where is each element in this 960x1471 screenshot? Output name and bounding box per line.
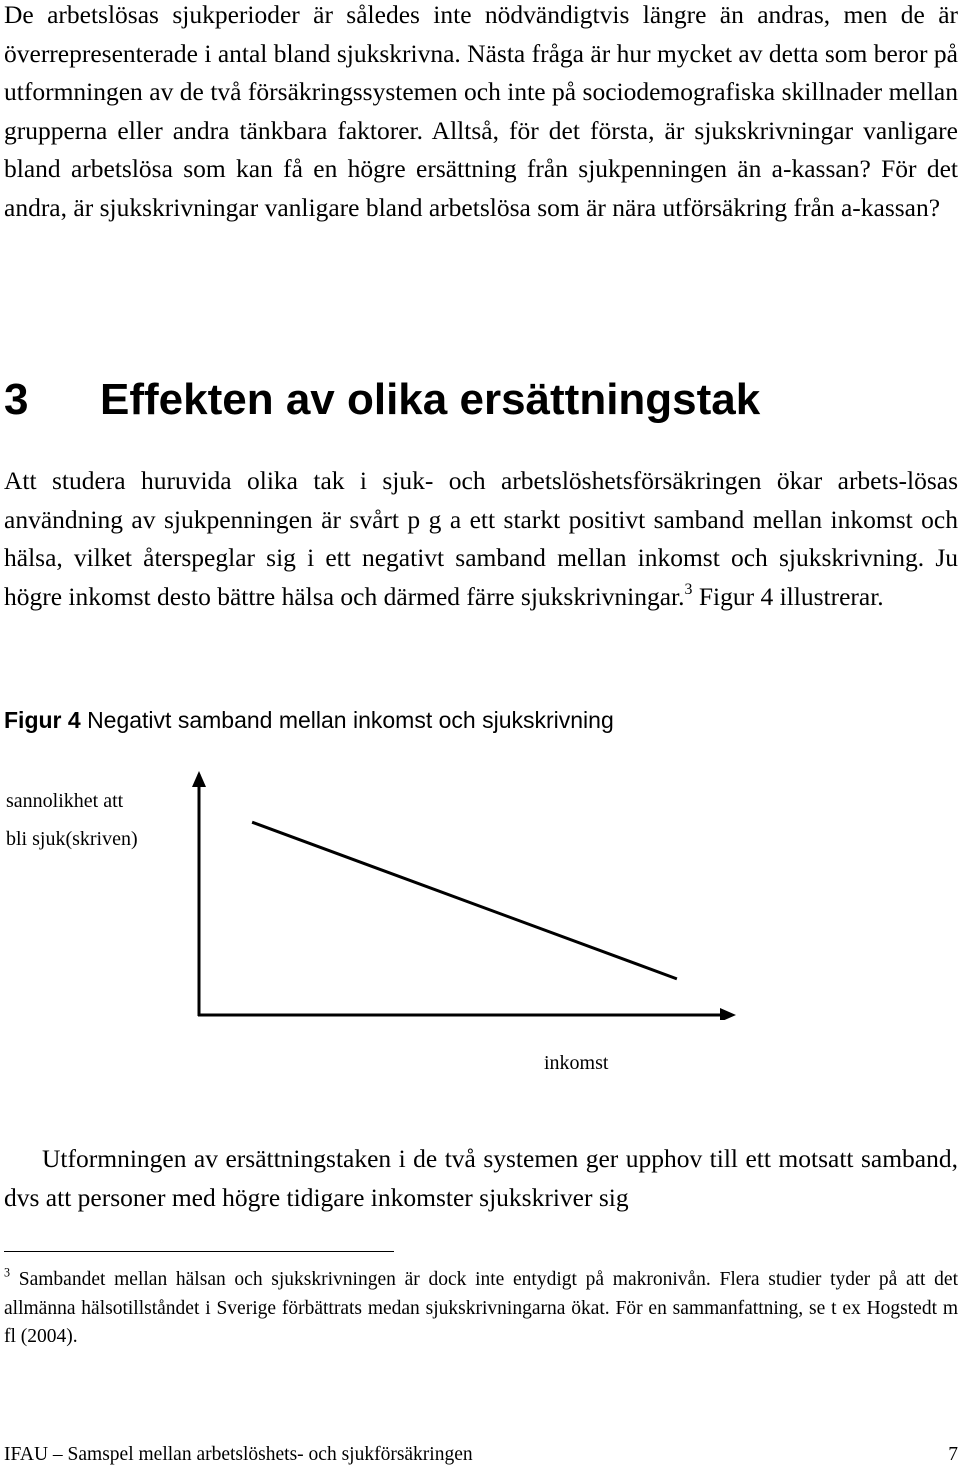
chart <box>180 760 740 1020</box>
chart-y-label-line-1: sannolikhet att <box>6 790 124 812</box>
chart-x-axis-label: inkomst <box>544 1052 609 1074</box>
body-paragraph-2-tail: Figur 4 illustrerar. <box>692 581 884 611</box>
figure-label: Figur 4 <box>4 707 81 733</box>
chart-y-axis-arrowhead <box>192 771 206 787</box>
page-footer <box>4 1441 958 1469</box>
footnote <box>4 1266 958 1352</box>
chart-series-line-0-segment-0 <box>252 822 677 979</box>
chart-y-label-line-2: bli sjuk(skriven) <box>6 828 138 850</box>
figure-caption-text: Negativt samband mellan inkomst och sjukskrivning <box>87 707 614 733</box>
chart-series-layer <box>252 822 677 979</box>
body-paragraph-1: De arbetslösas sjukperioder är således inte nödvändigtvis längre än andras, men de är överrepresenterade i antal bland sjukskrivna. Nästa fråga är hur mycket av detta som beror på utformningen av de två försäkringssystemen och inte på sociodemografiska skillnader mellan grupperna eller andra tänkbara faktorer. Alltså, för det första, är sjukskrivningar vanligare bland arbetslösa som kan få en högre ersättning från sjukpenningen än a-kassan? För det andra, är sjukskrivningar vanligare bland arbetslösa som är nära utförsäkring från a-kassan? <box>4 0 958 222</box>
section-number: 3 <box>4 375 29 424</box>
body-paragraph-3: Utformningen av ersättningstaken i de två systemen ger upphov till ett motsatt samband, dvs att personer med högre tidigare inkomster sjukskriver sig <box>4 1144 958 1212</box>
chart-y-axis-label <box>6 782 138 858</box>
footer-title: IFAU – Samspel mellan arbetslöshets- och sjukförsäkringen <box>4 1444 473 1465</box>
body-paragraph-2 <box>4 462 958 616</box>
section-heading <box>4 372 760 428</box>
footnote-separator <box>4 1251 394 1252</box>
chart-x-axis-arrowhead <box>720 1008 736 1020</box>
footnote-number: 3 <box>4 1265 11 1280</box>
footnote-text: Sambandet mellan hälsan och sjukskrivningen är dock inte entydigt på makronivån. Flera studier tyder på att det allmänna hälsotillståndet i Sverige förbättrats medan sjukskrivningarna ökat. För en sammanfattning, se t ex Hogstedt m fl (2004). <box>4 1269 958 1347</box>
body-paragraph-2-text: Att studera huruvida olika tak i sjuk- och arbetslöshetsförsäkringen ökar arbets-lösas användning av sjukpenningen är svårt p g a ett starkt positivt samband mellan inkomst och hälsa, vilket återspeglar sig i ett negativt samband mellan inkomst och sjukskrivning. Ju högre inkomst desto bättre hälsa och därmed färre sjukskrivningar. <box>4 466 958 611</box>
page-number: 7 <box>948 1444 958 1465</box>
section-title: Effekten av olika ersättningstak <box>100 375 761 424</box>
footnote-ref[interactable]: 3 <box>684 580 693 598</box>
figure-caption <box>4 704 614 736</box>
